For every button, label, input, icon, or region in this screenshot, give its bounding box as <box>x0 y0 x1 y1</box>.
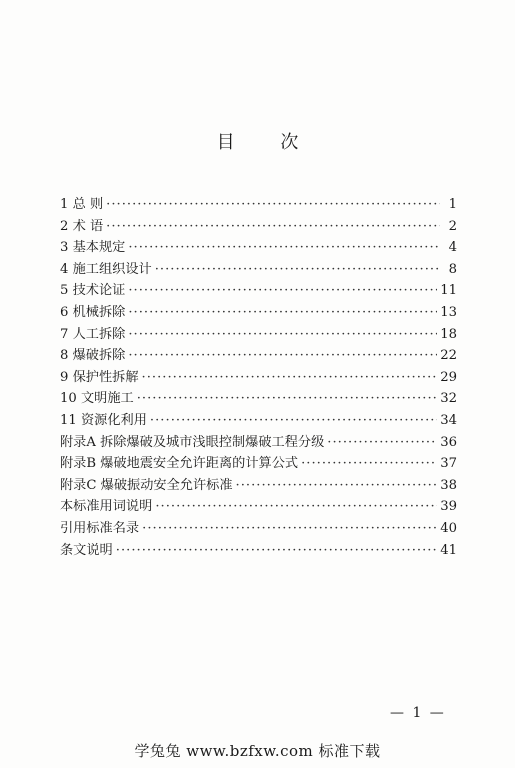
toc-dot-leader <box>128 327 437 342</box>
toc-dot-leader <box>106 219 440 234</box>
toc-entry-page: 36 <box>440 434 457 450</box>
toc-entry-page: 37 <box>440 456 457 472</box>
toc-entry[interactable] <box>60 387 457 409</box>
toc-dot-leader <box>155 499 437 514</box>
toc-entry-page: 32 <box>440 391 457 407</box>
footer-watermark-text: 学兔兔 www.bzfxw.com 标准下载 <box>134 742 381 760</box>
toc-dot-leader <box>128 240 440 255</box>
toc-dot-leader <box>142 370 438 385</box>
toc-entry[interactable] <box>60 452 457 474</box>
toc-entry-label: 附录A 拆除爆破及城市浅眼控制爆破工程分级 <box>60 434 325 450</box>
toc-entry-label: 4 施工组织设计 <box>60 261 152 277</box>
toc-entry[interactable] <box>60 344 457 366</box>
toc-dot-leader <box>327 435 437 450</box>
toc-entry-page: 39 <box>440 499 457 515</box>
toc-entry-page: 40 <box>440 520 457 536</box>
toc-entry-page: 13 <box>440 304 457 320</box>
toc-entry-label: 引用标准名录 <box>60 520 140 536</box>
toc-entry[interactable] <box>60 539 457 561</box>
toc-entry-page: 41 <box>440 542 457 558</box>
toc-dot-leader <box>128 305 437 320</box>
toc-entry[interactable] <box>60 236 457 258</box>
toc-entry-label: 9 保护性拆解 <box>60 369 139 385</box>
toc-entry[interactable] <box>60 301 457 323</box>
toc-entry-page: 18 <box>440 326 457 342</box>
toc-entry-page: 34 <box>440 412 457 428</box>
toc-entry-page: 2 <box>448 218 457 234</box>
toc-entry-label: 8 爆破拆除 <box>60 348 126 364</box>
toc-entry-label: 5 技术论证 <box>60 283 126 299</box>
toc-dot-leader <box>150 413 437 428</box>
toc-entry[interactable] <box>60 409 457 431</box>
toc-entry[interactable] <box>60 193 457 215</box>
toc-entry-label: 3 基本规定 <box>60 240 126 256</box>
toc-entry-label: 2 术 语 <box>60 218 104 234</box>
toc-dot-leader <box>155 262 440 277</box>
toc-entry-page: 29 <box>440 369 457 385</box>
toc-entry[interactable] <box>60 279 457 301</box>
toc-entry-page: 22 <box>440 348 457 364</box>
toc-entry-label: 6 机械拆除 <box>60 304 126 320</box>
toc-entry[interactable] <box>60 517 457 539</box>
toc-entry-page: 38 <box>440 477 457 493</box>
page-number: — 1 — <box>390 705 446 721</box>
toc-dot-leader <box>142 521 437 536</box>
toc-entry[interactable] <box>60 474 457 496</box>
toc-entry-page: 4 <box>448 240 457 256</box>
toc-entry-label: 本标准用词说明 <box>60 499 153 515</box>
toc-dot-leader <box>128 283 437 298</box>
toc-entry-label: 条文说明 <box>60 542 113 558</box>
toc-dot-leader <box>116 543 437 558</box>
toc-dot-leader <box>128 348 437 363</box>
toc-entry-label: 附录C 爆破振动安全允许标准 <box>60 477 233 493</box>
toc-entry[interactable] <box>60 366 457 388</box>
toc-dot-leader <box>106 197 440 212</box>
toc-entry[interactable] <box>60 495 457 517</box>
toc-entry-label: 7 人工拆除 <box>60 326 126 342</box>
toc-entry-page: 8 <box>448 261 457 277</box>
toc-dot-leader <box>301 456 437 471</box>
toc-entry-label: 11 资源化利用 <box>60 412 147 428</box>
toc-entry-page: 1 <box>448 197 457 212</box>
toc-entry[interactable] <box>60 431 457 453</box>
toc-entry[interactable] <box>60 323 457 345</box>
toc-entry-label: 1 总 则 <box>60 197 104 212</box>
toc-entry[interactable] <box>60 258 457 280</box>
toc-entry-page: 11 <box>440 283 457 299</box>
toc-entry-label: 10 文明施工 <box>60 391 134 407</box>
toc-dot-leader <box>137 391 437 406</box>
toc-entry-label: 附录B 爆破地震安全允许距离的计算公式 <box>60 456 299 472</box>
page-title: 目 次 <box>216 132 319 153</box>
table-of-contents <box>60 193 457 560</box>
toc-entry[interactable] <box>60 215 457 237</box>
toc-dot-leader <box>236 478 438 493</box>
